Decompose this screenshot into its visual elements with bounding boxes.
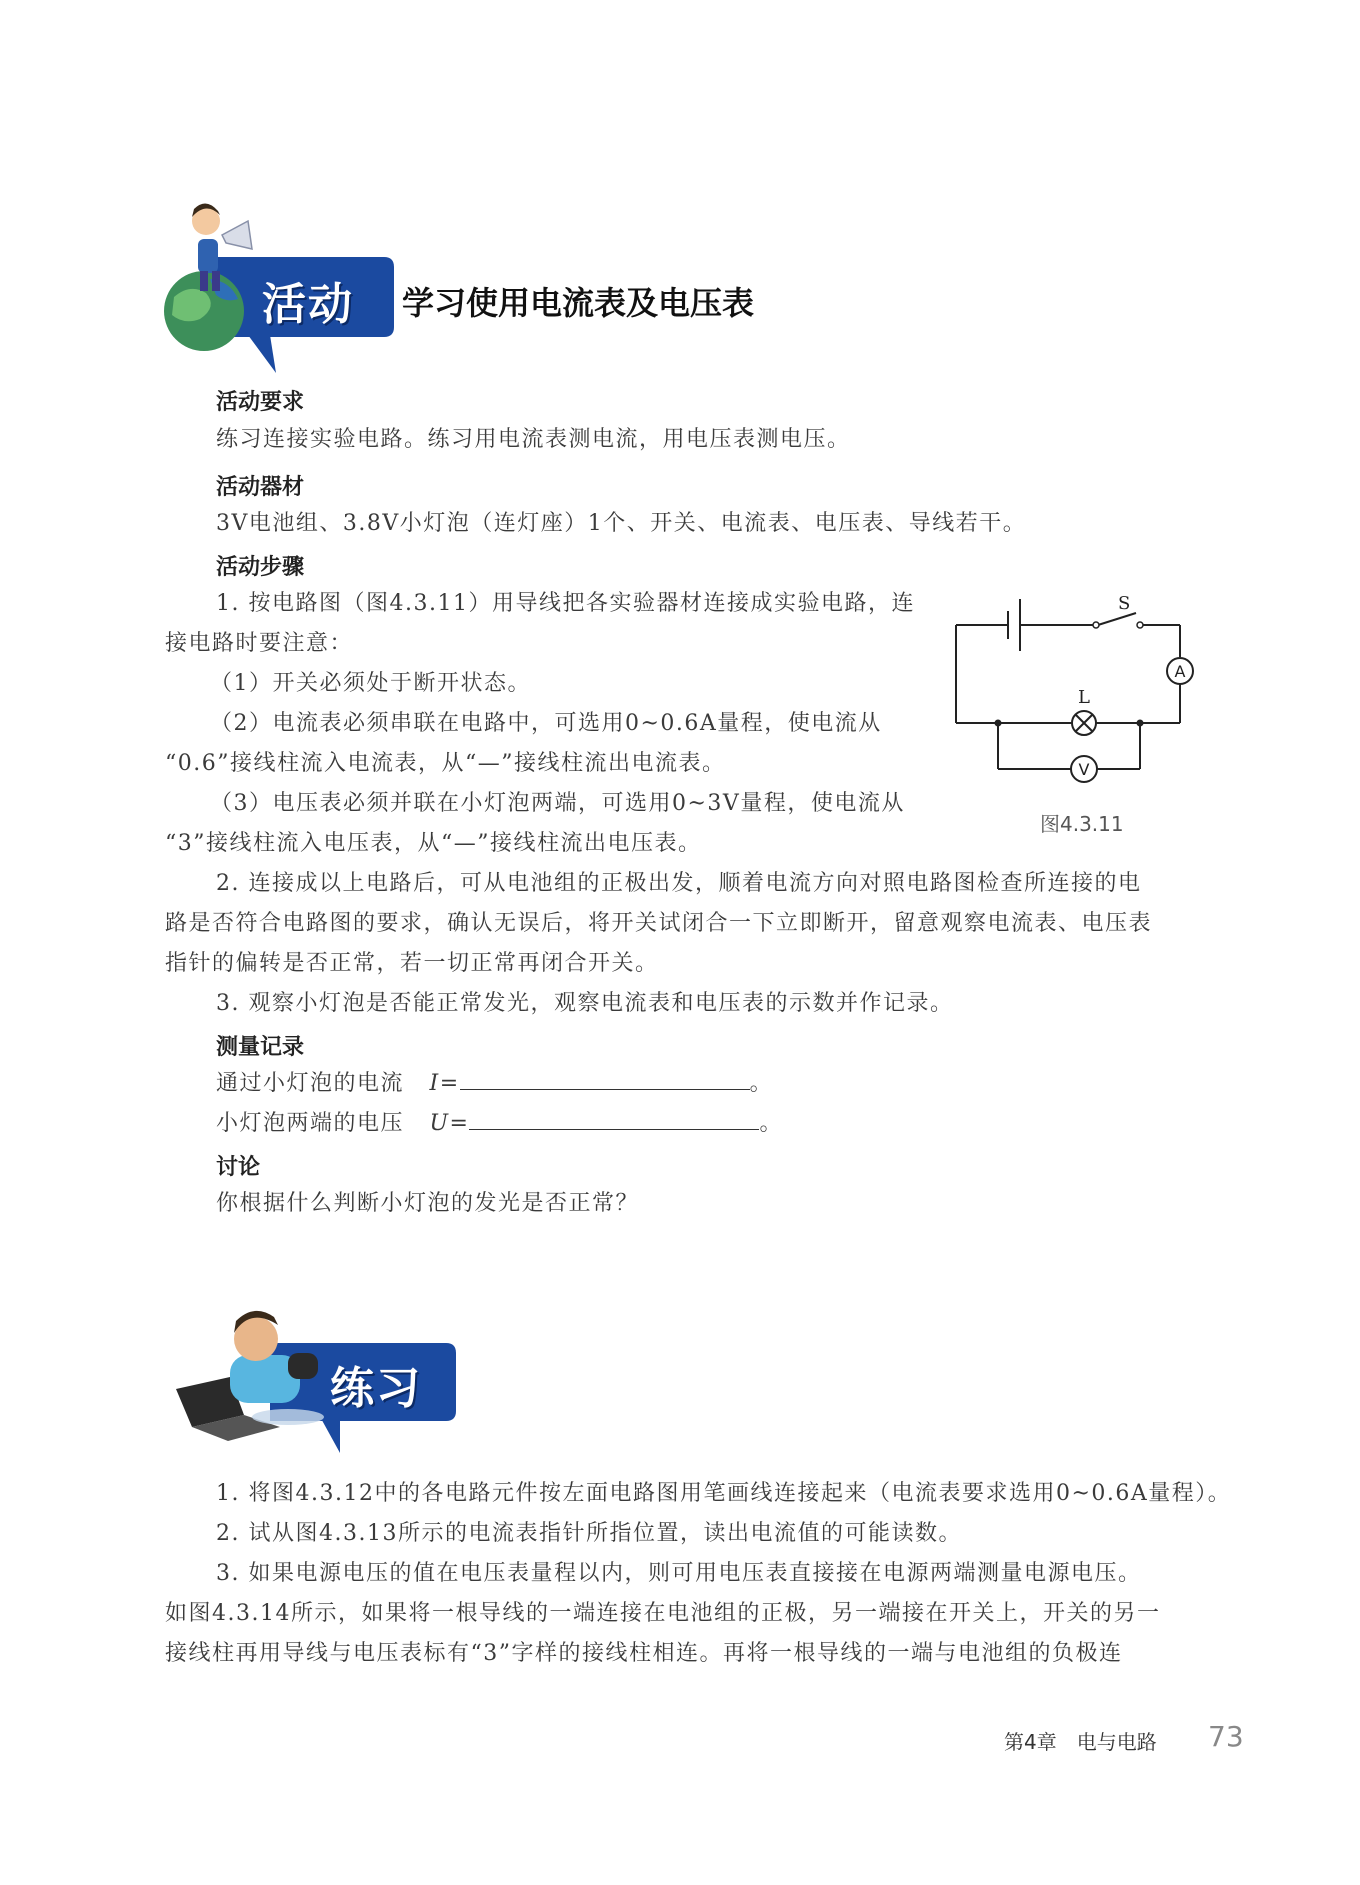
page-number: 73 xyxy=(1208,1720,1244,1753)
equip-heading: 活动器材 xyxy=(216,475,305,500)
sub3-line1: （3）电压表必须并联在小灯泡两端，可选用0~3V量程，使电流从 xyxy=(210,791,905,816)
step2-line1: 2. 连接成以上电路后，可从电池组的正极出发，顺着电流方向对照电路图检查所连接的电 xyxy=(216,871,1142,896)
switch-label: S xyxy=(1118,593,1131,614)
record-current-blank[interactable] xyxy=(460,1067,750,1090)
figure-caption: 图4.3.11 xyxy=(1040,812,1124,836)
circuit-diagram-svg xyxy=(940,585,1200,785)
exercise-q3-line1: 3. 如果电源电压的值在电压表量程以内，则可用电压表直接接在电源两端测量电源电压。 xyxy=(216,1561,1142,1586)
discuss-heading: 讨论 xyxy=(216,1155,261,1180)
ammeter-label: A xyxy=(1174,662,1186,681)
step2-line2: 路是否符合电路图的要求，确认无误后，将开关试闭合一下立即断开，留意观察电流表、电压表 xyxy=(165,911,1153,936)
steps-heading: 活动步骤 xyxy=(216,555,305,580)
record-voltage-blank[interactable] xyxy=(469,1107,759,1130)
step1-line1: 1. 按电路图（图4.3.11）用导线把各实验器材连接成实验电路，连 xyxy=(216,591,915,616)
period: 。 xyxy=(759,1111,783,1136)
equip-text: 3V电池组、3.8V小灯泡（连灯座）1个、开关、电流表、电压表、导线若干。 xyxy=(216,511,1027,536)
activity-label: 活动 xyxy=(262,279,354,330)
record-voltage-var: U= xyxy=(429,1111,470,1136)
record-voltage-label: 小灯泡两端的电压 xyxy=(216,1111,405,1136)
req-heading: 活动要求 xyxy=(216,390,305,415)
exercise-q3-line2: 如图4.3.14所示，如果将一根导线的一端连接在电池组的正极，另一端接在开关上，开关的另一 xyxy=(165,1601,1161,1626)
record-voltage xyxy=(216,1104,783,1144)
activity-title: 学习使用电流表及电压表 xyxy=(402,284,755,322)
req-text: 练习连接实验电路。练习用电流表测电流，用电压表测电压。 xyxy=(216,427,851,452)
voltmeter-label: V xyxy=(1078,760,1090,779)
lamp-label: L xyxy=(1078,687,1090,708)
exercise-q3-line3: 接线柱再用导线与电压表标有“3”字样的接线柱相连。再将一根导线的一端与电池组的负极连 xyxy=(165,1641,1123,1666)
record-current-label: 通过小灯泡的电流 xyxy=(216,1071,405,1096)
footer-chapter: 第4章 电与电路 xyxy=(1004,1730,1157,1754)
step1-line2: 接电路时要注意： xyxy=(165,631,354,656)
sub2-line2: “0.6”接线柱流入电流表，从“—”接线柱流出电流表。 xyxy=(165,751,726,776)
sub2-line1: （2）电流表必须串联在电路中，可选用0~0.6A量程，使电流从 xyxy=(210,711,882,736)
record-current xyxy=(216,1064,773,1104)
circuit-diagram xyxy=(940,585,1200,785)
sub3-line2: “3”接线柱流入电压表，从“—”接线柱流出电压表。 xyxy=(165,831,702,856)
exercise-q2: 2. 试从图4.3.13所示的电流表指针所指位置，读出电流值的可能读数。 xyxy=(216,1521,962,1546)
discuss-text: 你根据什么判断小灯泡的发光是否正常？ xyxy=(216,1191,640,1216)
sub1: （1）开关必须处于断开状态。 xyxy=(210,671,531,696)
exercise-label: 练习 xyxy=(330,1363,422,1414)
step3: 3. 观察小灯泡是否能正常发光，观察电流表和电压表的示数并作记录。 xyxy=(216,991,954,1016)
record-heading: 测量记录 xyxy=(216,1035,305,1060)
exercise-q1: 1. 将图4.3.12中的各电路元件按左面电路图用笔画线连接起来（电流表要求选用0~0.6A量程）。 xyxy=(216,1481,1232,1506)
period: 。 xyxy=(749,1071,774,1096)
record-current-var: I= xyxy=(429,1071,460,1096)
step2-line3: 指针的偏转是否正常，若一切正常再闭合开关。 xyxy=(165,951,659,976)
